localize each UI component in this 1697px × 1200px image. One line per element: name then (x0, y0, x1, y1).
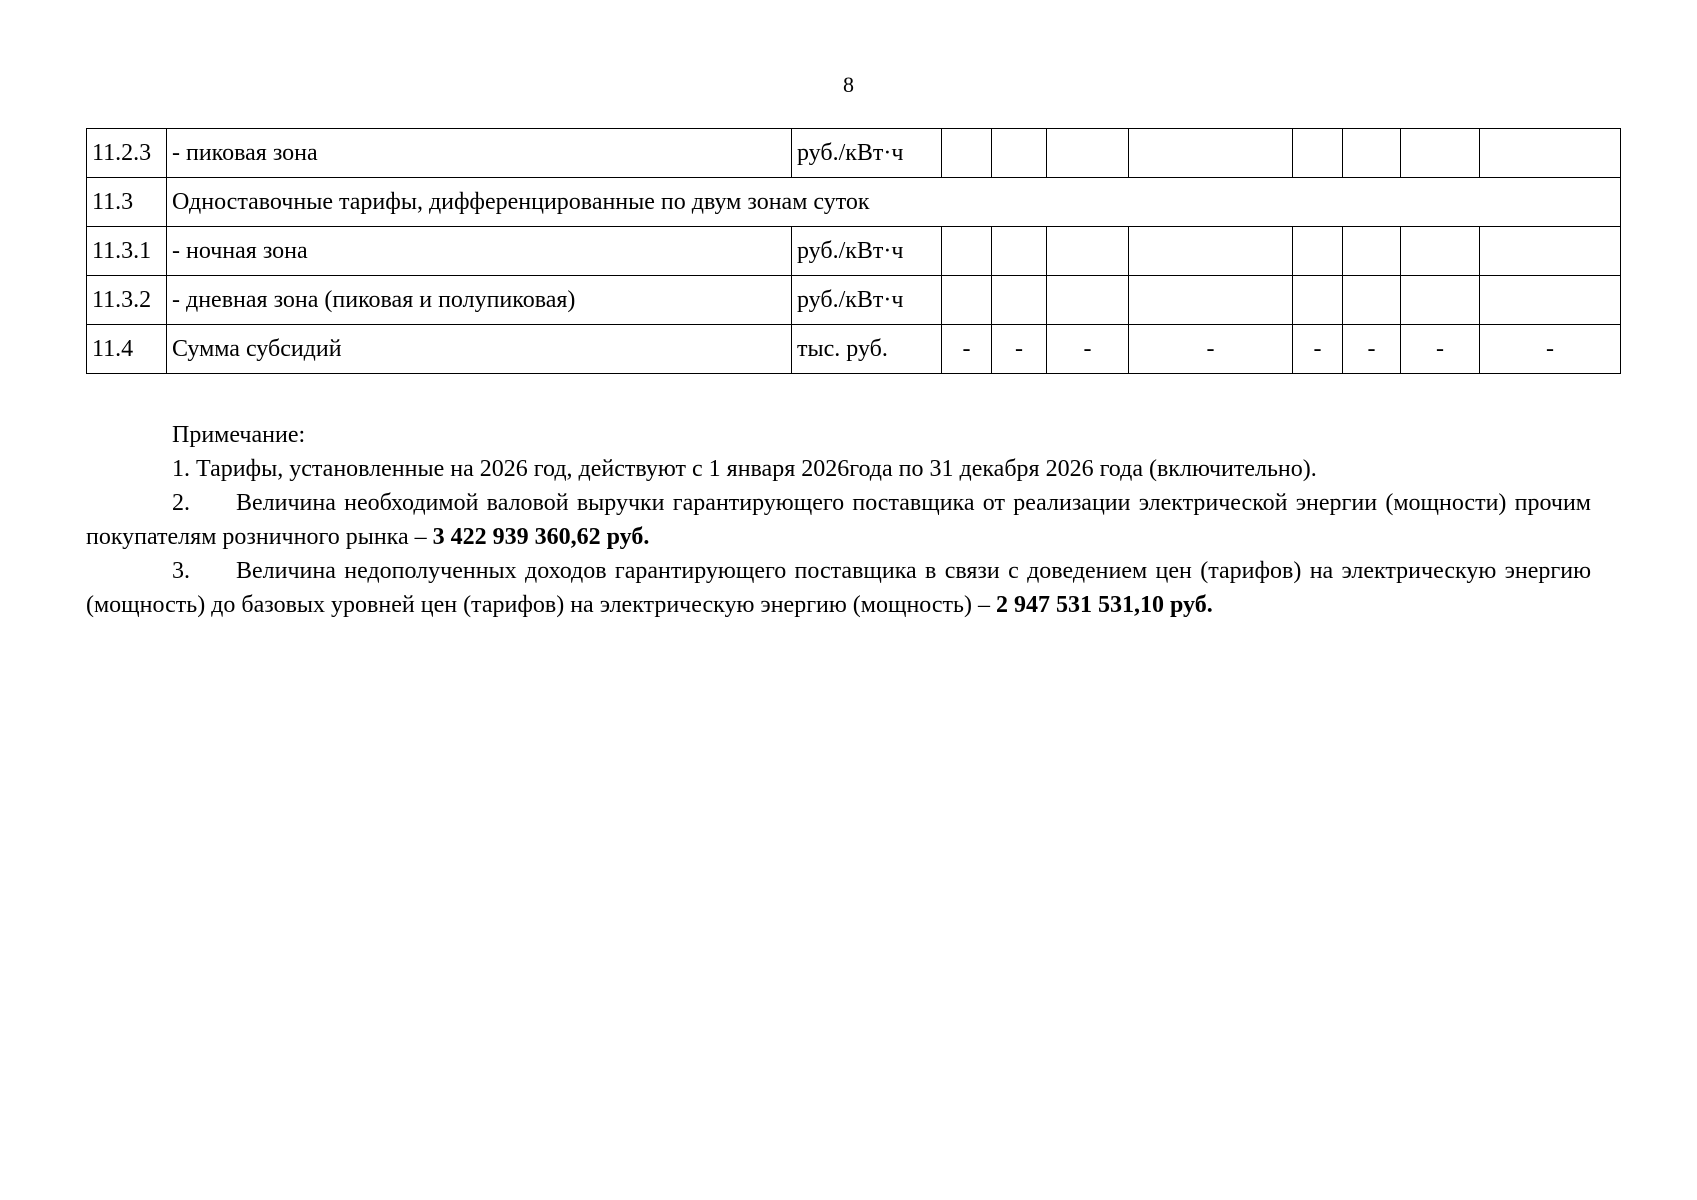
value-cell (942, 129, 992, 178)
value-cell (1480, 227, 1621, 276)
table-row (87, 276, 1621, 325)
note-item-1: 1. Тарифы, установленные на 2026 год, действуют с 1 января 2026года по 31 декабря 2026 года (включительно). (172, 456, 1317, 482)
value-cell: - (1480, 325, 1621, 374)
row-code: 11.3 (87, 178, 167, 227)
row-code: 11.3.2 (87, 276, 167, 325)
row-name: - пиковая зона (167, 129, 792, 178)
row-name: Сумма субсидий (167, 325, 792, 374)
row-code: 11.2.3 (87, 129, 167, 178)
table-row (87, 325, 1621, 374)
value-cell (1480, 129, 1621, 178)
note-number: 3. (172, 558, 190, 584)
note-text: Величина недополученных доходов гарантирующего поставщика в связи с доведением цен (тарифов) на электрическую энергию (мощность) до базовых уровней цен (тарифов) на электрическую энергию (мощность) – (86, 558, 1591, 618)
row-name: - ночная зона (167, 227, 792, 276)
row-unit: руб./кВт·ч (792, 129, 942, 178)
value-cell: - (1343, 325, 1401, 374)
value-cell (1293, 129, 1343, 178)
row-name: - дневная зона (пиковая и полупиковая) (167, 276, 792, 325)
value-cell (1129, 227, 1293, 276)
table-row (87, 178, 1621, 227)
note-text: Величина необходимой валовой выручки гарантирующего поставщика от реализации электрической энергии (мощности) прочим покупателям розничного рынка – (86, 490, 1591, 550)
notes-heading: Примечание: (172, 422, 306, 448)
value-cell: - (1293, 325, 1343, 374)
note-amount: 2 947 531 531,10 руб. (995, 592, 1213, 618)
value-cell (992, 276, 1047, 325)
value-cell (1401, 276, 1480, 325)
note-item-2 (86, 486, 1591, 554)
value-cell: - (992, 325, 1047, 374)
value-cell (1047, 227, 1129, 276)
value-cell (1129, 129, 1293, 178)
row-code: 11.4 (87, 325, 167, 374)
table-row (87, 129, 1621, 178)
note-item-3 (86, 554, 1591, 622)
value-cell (1129, 276, 1293, 325)
row-unit: тыс. руб. (792, 325, 942, 374)
value-cell (1401, 129, 1480, 178)
note-number: 2. (172, 490, 190, 516)
value-cell: - (1129, 325, 1293, 374)
note-amount: 3 422 939 360,62 руб. (432, 524, 650, 550)
tariff-table (86, 128, 1621, 374)
row-code: 11.3.1 (87, 227, 167, 276)
value-cell: - (1401, 325, 1480, 374)
value-cell (1047, 129, 1129, 178)
value-cell (1343, 129, 1401, 178)
value-cell (1293, 276, 1343, 325)
row-unit: руб./кВт·ч (792, 227, 942, 276)
value-cell (1047, 276, 1129, 325)
row-unit: руб./кВт·ч (792, 276, 942, 325)
value-cell (1343, 227, 1401, 276)
row-name: Одноставочные тарифы, дифференцированные по двум зонам суток (167, 178, 1621, 227)
value-cell: - (942, 325, 992, 374)
value-cell (942, 276, 992, 325)
value-cell (1480, 276, 1621, 325)
notes-section (86, 418, 1591, 622)
value-cell (992, 227, 1047, 276)
page-number: 8 (843, 72, 854, 97)
value-cell (1343, 276, 1401, 325)
value-cell (1293, 227, 1343, 276)
value-cell (1401, 227, 1480, 276)
value-cell: - (1047, 325, 1129, 374)
table-row (87, 227, 1621, 276)
value-cell (942, 227, 992, 276)
value-cell (992, 129, 1047, 178)
